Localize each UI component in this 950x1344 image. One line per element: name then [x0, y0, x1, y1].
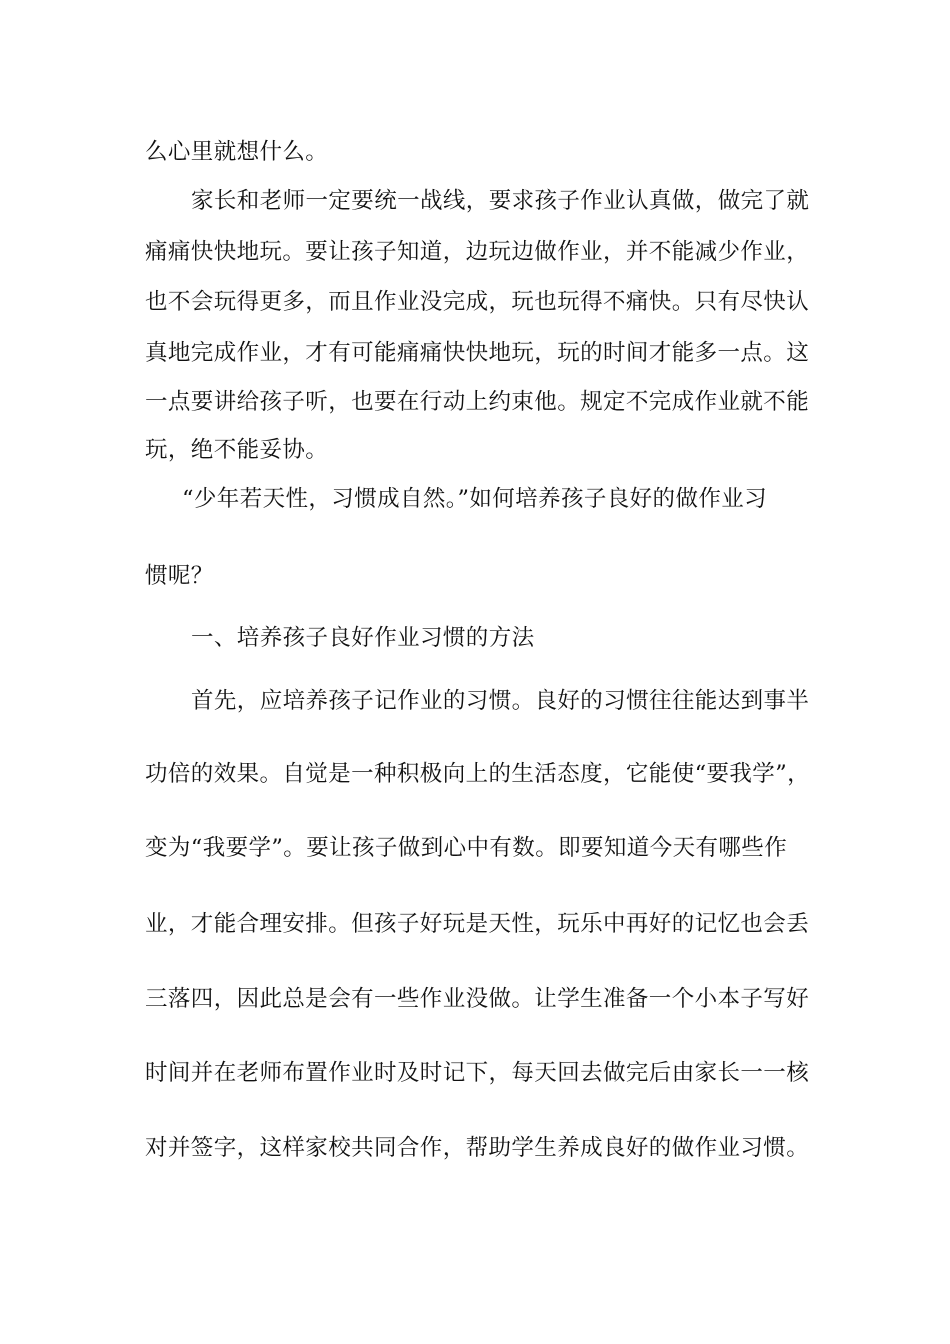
text-line: 么心里就想什么。 [145, 139, 329, 165]
text-line: 家长和老师一定要统一战线，要求孩子作业认真做，做完了就 [191, 188, 810, 214]
text-line: 玩，绝不能妥协。 [145, 437, 329, 463]
text-line: “少年若天性，习惯成自然。”如何培养孩子良好的做作业习 [182, 486, 768, 512]
text-line: 业，才能合理安排。但孩子好玩是天性，玩乐中再好的记忆也会丢 [145, 911, 810, 937]
text-line: 三落四，因此总是会有一些作业没做。让学生准备一个小本子写好 [145, 986, 810, 1012]
text-line: 真地完成作业，才有可能痛痛快快地玩，玩的时间才能多一点。这 [145, 340, 810, 366]
text-line: 对并签字，这样家校共同合作，帮助学生养成良好的做作业习惯。 [145, 1135, 810, 1161]
text-line: 一点要讲给孩子听，也要在行动上约束他。规定不完成作业就不能 [145, 389, 810, 415]
text-line: 也不会玩得更多，而且作业没完成，玩也玩得不痛快。只有尽快认 [145, 289, 810, 315]
text-line: 功倍的效果。自觉是一种积极向上的生活态度，它能使“要我学”， [145, 761, 811, 787]
text-line: 痛痛快快地玩。要让孩子知道，边玩边做作业，并不能减少作业， [145, 239, 810, 265]
text-line: 惯呢？ [145, 563, 214, 589]
section-heading: 一、培养孩子良好作业习惯的方法 [191, 625, 535, 651]
text-line: 首先，应培养孩子记作业的习惯。良好的习惯往往能达到事半 [191, 688, 810, 714]
text-line: 变为“我要学”。要让孩子做到心中有数。即要知道今天有哪些作 [145, 835, 788, 861]
text-line: 时间并在老师布置作业时及时记下，每天回去做完后由家长一一核 [145, 1060, 810, 1086]
